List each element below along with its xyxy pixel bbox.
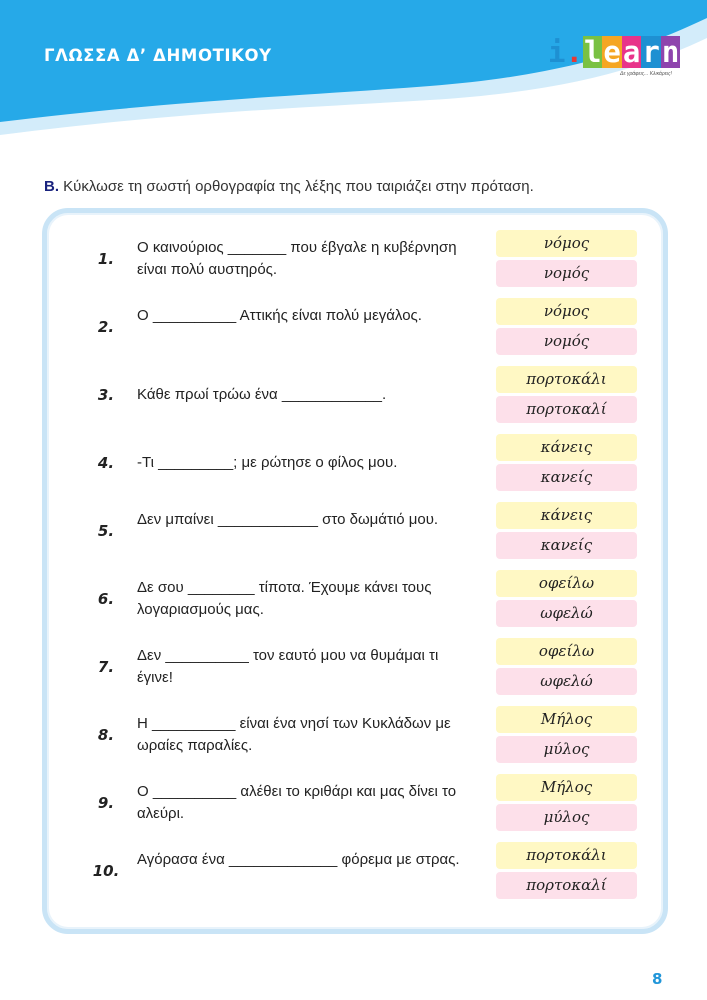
item-sentence: Ο καινούριος _______ που έβγαλε η κυβέρνηση είναι πολύ αυστηρός.: [137, 239, 457, 278]
item-sentence: -Τι _________; με ρώτησε ο φίλος μου.: [137, 454, 398, 471]
page-header: [0, 0, 707, 150]
option-b-button[interactable]: μύλος: [496, 736, 637, 763]
page-number: 8: [652, 970, 663, 988]
item-number: 2.: [97, 318, 115, 336]
item-sentence: Αγόρασα ένα _____________ φόρεμα με στρας.: [137, 851, 460, 868]
option-b-button[interactable]: πορτοκαλί: [496, 396, 637, 423]
option-b-button[interactable]: νομός: [496, 328, 637, 355]
item-number: 4.: [97, 454, 115, 472]
option-a-button[interactable]: πορτοκάλι: [496, 366, 637, 393]
item-number: 8.: [97, 726, 115, 744]
item-sentence: Ο __________ αλέθει το κριθάρι και μας δίνει το αλεύρι.: [137, 783, 457, 822]
item-number: 7.: [97, 658, 115, 676]
item-sentence: Κάθε πρωί τρώω ένα ____________.: [137, 386, 387, 403]
item-number: 3.: [97, 386, 115, 404]
option-a-button[interactable]: Μήλος: [496, 774, 637, 801]
exercise-item-3: [0, 366, 707, 434]
item-sentence: Δεν μπαίνει ____________ στο δωμάτιό μου.: [137, 511, 439, 528]
exercise-item-5: [0, 502, 707, 570]
ilearn-logo: i.learn Δε γράφεις... Κλικάρεις!: [548, 35, 680, 77]
exercise-item-7: [0, 638, 707, 706]
logo-tagline: Δε γράφεις... Κλικάρεις!: [620, 71, 672, 77]
item-sentence: Ο __________ Αττικής είναι πολύ μεγάλος.: [137, 307, 422, 324]
option-a-button[interactable]: κάνεις: [496, 502, 637, 529]
exercise-text: Κύκλωσε τη σωστή ορθογραφία της λέξης που ταιριάζει στην πρόταση.: [59, 178, 534, 195]
item-number: 9.: [97, 794, 115, 812]
exercise-item-10: [0, 842, 707, 910]
exercise-instruction: [44, 178, 534, 195]
option-a-button[interactable]: νόμος: [496, 298, 637, 325]
option-b-button[interactable]: κανείς: [496, 532, 637, 559]
option-a-button[interactable]: Μήλος: [496, 706, 637, 733]
header-title: ΓΛΩΣΣΑ Δ’ ΔΗΜΟΤΙΚΟΥ: [44, 46, 272, 65]
option-b-button[interactable]: κανείς: [496, 464, 637, 491]
exercise-item-2: [0, 298, 707, 366]
option-a-button[interactable]: νόμος: [496, 230, 637, 257]
option-a-button[interactable]: οφείλω: [496, 638, 637, 665]
exercise-item-9: [0, 774, 707, 842]
option-b-button[interactable]: ωφελώ: [496, 600, 637, 627]
item-number: 1.: [97, 250, 115, 268]
item-sentence: Δε σου ________ τίποτα. Έχουμε κάνει τους λογαριασμούς μας.: [137, 579, 432, 618]
option-b-button[interactable]: ωφελώ: [496, 668, 637, 695]
option-a-button[interactable]: κάνεις: [496, 434, 637, 461]
exercise-item-8: [0, 706, 707, 774]
option-b-button[interactable]: νομός: [496, 260, 637, 287]
item-sentence: Δεν __________ τον εαυτό μου να θυμάμαι τι έγινε!: [137, 647, 439, 686]
item-number: 6.: [97, 590, 115, 608]
option-a-button[interactable]: πορτοκάλι: [496, 842, 637, 869]
exercise-item-4: [0, 434, 707, 502]
item-number: 5.: [97, 522, 115, 540]
option-b-button[interactable]: μύλος: [496, 804, 637, 831]
item-sentence: Η __________ είναι ένα νησί των Κυκλάδων με ωραίες παραλίες.: [137, 715, 451, 754]
exercise-item-6: [0, 570, 707, 638]
item-number: 10.: [92, 862, 120, 880]
exercise-label: Β.: [44, 178, 59, 195]
option-b-button[interactable]: πορτοκαλί: [496, 872, 637, 899]
exercise-item-1: [0, 230, 707, 298]
option-a-button[interactable]: οφείλω: [496, 570, 637, 597]
